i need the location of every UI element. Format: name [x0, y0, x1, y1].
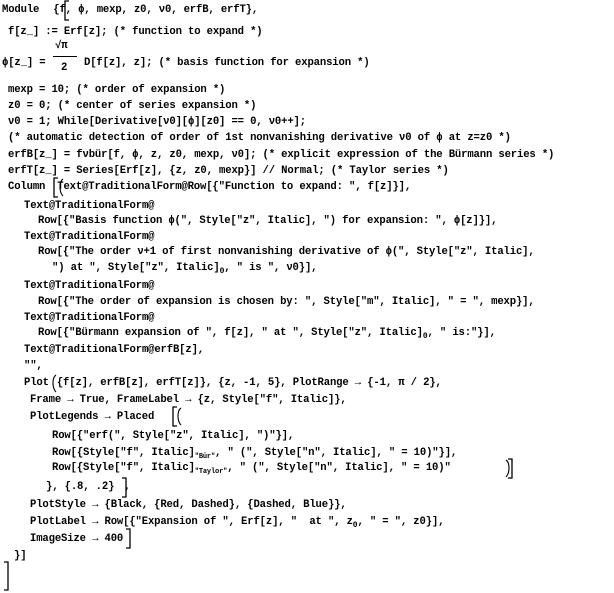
code-line-mexp: mexp = 10; (* order of expansion *) — [8, 84, 226, 96]
code-line-phi-lhs: ϕ[z_] = — [2, 57, 46, 69]
code-line-legend-burmann — [52, 447, 457, 463]
plotlabel-tail: , " = ", z0}], — [357, 516, 445, 528]
code-line-nu0: ν0 = 1; While[Derivative[ν0][ϕ][z0] == 0, ν0++]; — [8, 116, 306, 128]
legend-close-brace: } — [46, 481, 53, 493]
code-line-plotlegends — [30, 411, 154, 423]
code-line-legend-close — [46, 481, 131, 493]
code-line-plotstyle: PlotStyle → {Black, {Red, Dashed}, {Dashed, Blue}}, — [30, 499, 347, 511]
row4-text: Row[{"Bürmann expansion of ", f[z], " at ", Style["z", Italic] — [38, 327, 423, 339]
plot-close-bracket — [124, 528, 134, 550]
code-line-tf2: Text@TraditionalForm@ — [24, 231, 155, 243]
fraction-numerator: √π — [55, 40, 68, 52]
code-line-plot — [24, 377, 442, 389]
code-line-plotlabel — [30, 516, 444, 532]
plotlegends-keyword: PlotLegends → Placed — [30, 411, 155, 423]
code-line-tf3: Text@TraditionalForm@ — [24, 280, 155, 292]
code-line-row2a: Row[{"The order ν+1 of first nonvanishing derivative of ϕ(", Style["z", Italic], — [38, 246, 535, 258]
legend-taylor-row: Row — [52, 462, 71, 474]
row4-tail: , " is:"}], — [427, 327, 496, 339]
legend-taylor-close-bracket — [504, 458, 514, 480]
module-open-bracket — [59, 0, 73, 22]
code-line-legend-taylor — [52, 462, 451, 478]
legend-taylor-tail: , " (", Style["n", Italic], " = 10)" — [227, 462, 451, 474]
placed-close-bracket — [120, 477, 130, 499]
code-line-z0: z0 = 0; (* center of series expansion *) — [8, 100, 257, 112]
row2b-tail: , " is ", ν0}], — [224, 262, 318, 274]
legend-burmann-subscript: "Bür" — [194, 453, 216, 462]
legend-taylor-subscript: "Taylor" — [194, 468, 228, 477]
legend-taylor-style: Style["f", Italic] — [83, 462, 195, 474]
code-line-tf-erfb: Text@TraditionalForm@erfB[z], — [24, 344, 205, 356]
plot-keyword: Plot — [24, 377, 49, 389]
code-line-row1: Row[{"Basis function ϕ(", Style["z", Italic], ") for expansion: ", ϕ[z]}], — [38, 215, 498, 227]
code-line-tf4: Text@TraditionalForm@ — [24, 312, 155, 324]
code-line-f-def: f[z_] := Erf[z]; (* function to expand *) — [8, 26, 263, 38]
legend-position: , {.8, .2} — [52, 481, 115, 493]
plotlabel-subscript: 0 — [352, 521, 358, 531]
plotlabel-text: PlotLabel → Row[{"Expansion of ", Erf[z], " at ", z — [30, 516, 353, 528]
code-line-erfT: erfT[z_] = Series[Erf[z], {z, z0, mexp}] // Normal; (* Taylor series *) — [8, 165, 449, 177]
module-keyword: Module — [2, 4, 40, 16]
legend-burmann-text: Row[{Style["f", Italic] — [52, 447, 195, 459]
code-line-row4 — [38, 327, 496, 343]
column-keyword: Column — [8, 181, 46, 193]
code-line-tf1: Text@TraditionalForm@ — [24, 200, 155, 212]
legend-taylor-open-brace: [{ — [70, 462, 84, 474]
module-args: {f, ϕ, mexp, z0, ν0, erfB, erfT}, — [53, 4, 259, 16]
module-close-bracket — [2, 560, 14, 592]
code-line-phi-rhs: D[f[z], z]; (* basis function for expansion *) — [84, 57, 370, 69]
code-line-module — [2, 4, 258, 16]
plot-open-bracket — [48, 373, 58, 395]
code-line-legend-erf: Row[{"erf(", Style["z", Italic], ")"}], — [52, 430, 295, 442]
legend-burmann-tail: , " (", Style["n", Italic], " = 10)"}], — [215, 447, 458, 459]
row2b-text: ") at ", Style["z", Italic] — [52, 262, 220, 274]
code-line-row2b — [52, 262, 317, 278]
code-line-column-close: }] — [14, 550, 27, 562]
code-line-imagesize: ImageSize → 400 — [30, 533, 124, 545]
column-open-bracket — [49, 177, 65, 199]
plot-args: {f[z], erfB[z], erfT[z]}, {z, -1, 5}, PlotRange → {-1, π / 2}, — [56, 377, 442, 389]
column-first-entry: Text@TraditionalForm@Row[{"Function to expand: ", f[z]}], — [57, 181, 412, 193]
legend-close-comma: , — [124, 481, 131, 493]
code-line-empty-string: "", — [24, 360, 43, 372]
code-line-frame: Frame → True, FrameLabel → {z, Style["f", Italic]}, — [30, 394, 347, 406]
code-line-auto-comment: (* automatic detection of order of 1st nonvanishing derivative ν0 of ϕ at z=z0 *) — [8, 132, 511, 144]
code-line-column — [8, 181, 411, 193]
code-line-row3: Row[{"The order of expansion is chosen by: ", Style["m", Italic], " = ", mexp}], — [38, 296, 535, 308]
row2b-subscript: 0 — [219, 267, 225, 277]
fraction-2-over-sqrt-pi — [53, 40, 79, 80]
code-line-erfB: erfB[z_] = fνbür[f, ϕ, z, z0, mexp, ν0]; (* explicit expression of the Bürmann series *) — [8, 149, 555, 161]
fraction-denominator: 2 — [61, 62, 68, 74]
row4-subscript: 0 — [422, 332, 428, 342]
fraction-bar — [53, 56, 77, 57]
placed-open-bracket — [168, 406, 182, 428]
